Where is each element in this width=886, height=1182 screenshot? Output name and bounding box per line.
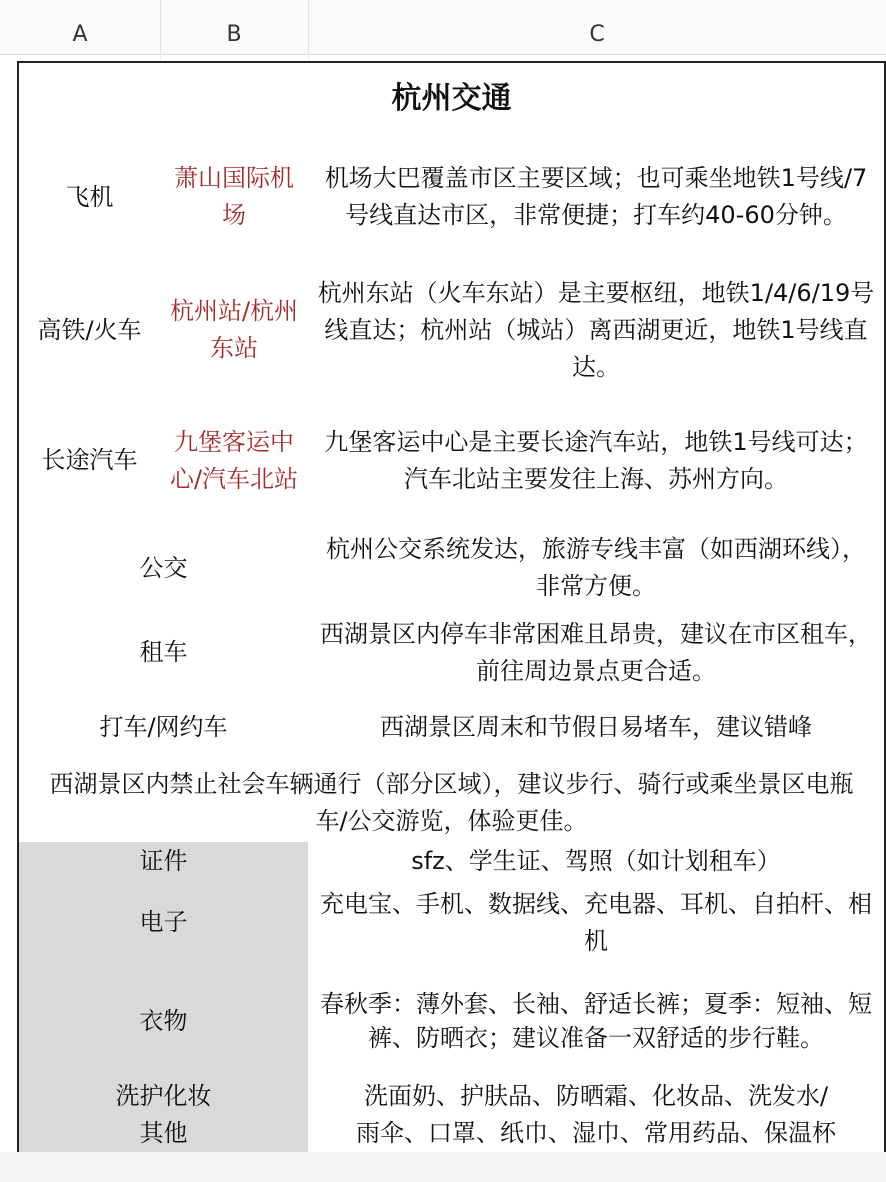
local-mode-cell[interactable]: 租车 bbox=[17, 615, 310, 692]
checklist-item-cell[interactable]: 其他 bbox=[17, 1115, 310, 1154]
traffic-note-cell[interactable]: 西湖景区内禁止社会车辆通行（部分区域），建议步行、骑行或乘坐景区电瓶车/公交游览，体验更佳。 bbox=[17, 764, 886, 844]
checklist-desc-cell[interactable]: 春秋季：薄外套、长袖、舒适长裤；夏季：短袖、短裤、防晒衣；建议准备一双舒适的步行鞋。 bbox=[308, 965, 886, 1079]
local-desc-cell[interactable]: 西湖景区内停车非常困难且昂贵，建议在市区租车，前往周边景点更合适。 bbox=[308, 615, 886, 692]
column-header-b[interactable]: B bbox=[226, 22, 242, 47]
transport-hub-cell[interactable]: 萧山国际机场 bbox=[160, 134, 310, 262]
transport-mode-cell[interactable]: 长途汽车 bbox=[17, 400, 162, 523]
column-header-c[interactable]: C bbox=[589, 22, 605, 47]
checklist-item-cell[interactable]: 证件 bbox=[17, 842, 310, 882]
local-mode-cell[interactable]: 公交 bbox=[17, 521, 310, 617]
column-header-bar bbox=[0, 0, 886, 55]
local-desc-cell[interactable]: 西湖景区周末和节假日易堵车，建议错峰 bbox=[308, 690, 886, 766]
transport-desc-cell[interactable]: 机场大巴覆盖市区主要区域；也可乘坐地铁1号线/7号线直达市区，非常便捷；打车约40-60分钟。 bbox=[308, 134, 886, 262]
column-header-a[interactable]: A bbox=[72, 22, 88, 47]
transport-hub-cell[interactable]: 九堡客运中心/汽车北站 bbox=[160, 400, 310, 523]
checklist-desc-cell[interactable]: 洗面奶、护肤品、防晒霜、化妆品、洗发水/ bbox=[308, 1077, 886, 1117]
transport-mode-cell[interactable]: 飞机 bbox=[17, 134, 162, 262]
transport-desc-cell[interactable]: 九堡客运中心是主要长途汽车站，地铁1号线可达；汽车北站主要发往上海、苏州方向。 bbox=[308, 400, 886, 523]
checklist-item-cell[interactable]: 洗护化妆 bbox=[17, 1077, 310, 1117]
checklist-item-cell[interactable]: 电子 bbox=[17, 880, 310, 967]
transport-hub-cell[interactable]: 杭州站/杭州东站 bbox=[160, 260, 310, 402]
local-desc-cell[interactable]: 杭州公交系统发达，旅游专线丰富（如西湖环线），非常方便。 bbox=[308, 521, 886, 617]
checklist-desc-cell[interactable]: sfz、学生证、驾照（如计划租车） bbox=[308, 842, 886, 882]
sheet-bottom-area bbox=[0, 1152, 886, 1182]
local-mode-cell[interactable]: 打车/网约车 bbox=[17, 690, 310, 766]
transport-desc-cell[interactable]: 杭州东站（火车东站）是主要枢纽，地铁1/4/6/19号线直达；杭州站（城站）离西湖更近，地铁1号线直达。 bbox=[308, 260, 886, 402]
sheet-title[interactable]: 杭州交通 bbox=[17, 61, 886, 136]
transport-mode-cell[interactable]: 高铁/火车 bbox=[17, 260, 162, 402]
checklist-item-cell[interactable]: 衣物 bbox=[17, 965, 310, 1079]
checklist-desc-cell[interactable]: 充电宝、手机、数据线、充电器、耳机、自拍杆、相机 bbox=[308, 880, 886, 967]
checklist-desc-cell[interactable]: 雨伞、口罩、纸巾、湿巾、常用药品、保温杯 bbox=[308, 1115, 886, 1154]
